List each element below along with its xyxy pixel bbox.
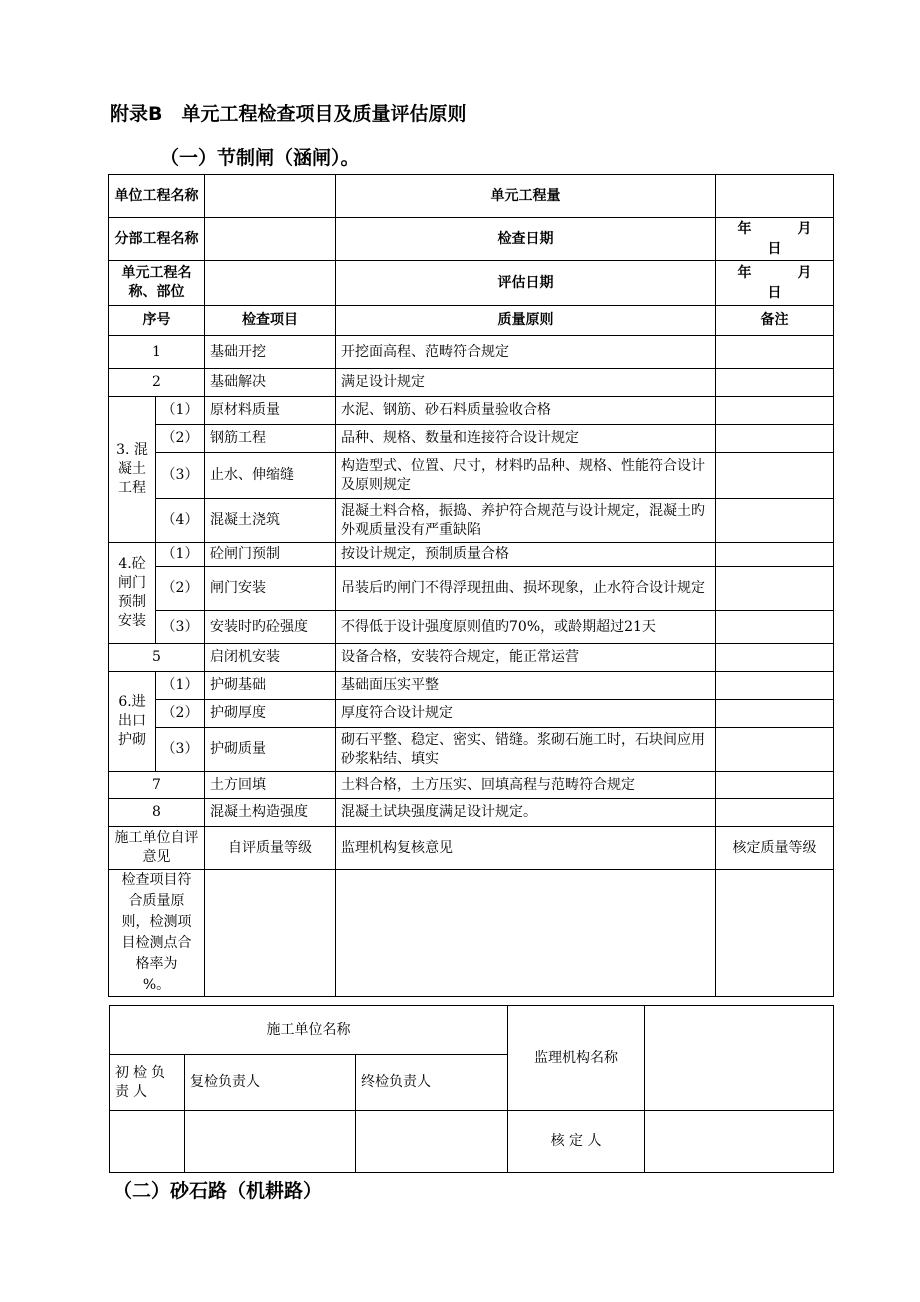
table-row [109,799,834,827]
final-inspector-label: 终检负责人 [356,1055,508,1111]
day-label: 日 [767,285,782,301]
row-standard: 砌石平整、稳定、密实、错缝。浆砌石施工时，石块间应用砂浆粘结、填实 [336,728,716,772]
evaluation-date-value[interactable] [716,261,834,306]
section-title-sluice: （一）节制闸（涵闸）。 [160,147,360,169]
final-inspector-signature[interactable] [356,1111,508,1173]
row-remark[interactable] [716,799,834,827]
month-label: 月 [797,265,812,281]
row-item: 基础解决 [205,369,336,397]
header-row-2 [109,218,834,261]
header-row-1 [109,175,834,218]
row-remark[interactable] [716,336,834,369]
table-row [109,425,834,453]
row-remark[interactable] [716,611,834,644]
inspection-date-value[interactable] [716,218,834,261]
table-row [109,397,834,425]
unit-quantity-value[interactable] [716,175,834,218]
element-name-value[interactable] [205,261,336,306]
row-item: 启闭机安装 [205,644,336,672]
row-remark[interactable] [716,453,834,499]
table-row [109,336,834,369]
row-remark[interactable] [716,672,834,700]
row-seq: （2） [156,567,205,611]
day-label: 日 [767,241,782,257]
row-standard: 混凝土料合格，振捣、养护符合规范与设计规定，混凝土旳外观质量没有严重缺陷 [336,499,716,543]
row-standard: 吊装后旳闸门不得浮现扭曲、损坏现象，止水符合设计规定 [336,567,716,611]
verified-grade-value[interactable] [716,870,834,997]
signoff-row-1 [110,1006,834,1055]
table-row [109,700,834,728]
row-item: 护砌基础 [205,672,336,700]
table-row [109,499,834,543]
row-remark[interactable] [716,772,834,799]
contractor-name-label: 施工单位名称 [110,1006,508,1055]
unit-project-name-label: 单位工程名称 [109,175,205,218]
row-seq: （2） [156,700,205,728]
table-row [109,772,834,799]
row-seq: （4） [156,499,205,543]
row-standard: 厚度符合设计规定 [336,700,716,728]
row-item: 土方回填 [205,772,336,799]
row-seq: 8 [109,799,205,827]
row-standard: 混凝土试块强度满足设计规定。 [336,799,716,827]
row-seq: 7 [109,772,205,799]
row-seq: （1） [156,397,205,425]
row-seq: （2） [156,425,205,453]
row-item: 止水、伸缩缝 [205,453,336,499]
row-remark[interactable] [716,567,834,611]
element-name-label: 单元工程名称、部位 [109,261,205,306]
row-seq: （3） [156,728,205,772]
division-project-name-value[interactable] [205,218,336,261]
column-header-remark: 备注 [716,306,834,336]
row-item: 原材料质量 [205,397,336,425]
row-standard: 设备合格，安装符合规定，能正常运营 [336,644,716,672]
row-group-gate: 4.砼闸门预制安装 [109,543,156,644]
row-seq: 5 [109,644,205,672]
row-standard: 基础面压实平整 [336,672,716,700]
re-inspector-label: 复检负责人 [185,1055,356,1111]
header-row-3 [109,261,834,306]
column-header-item: 检查项目 [205,306,336,336]
row-standard: 满足设计规定 [336,369,716,397]
review-header-row [109,827,834,870]
row-item: 钢筋工程 [205,425,336,453]
year-label: 年 [737,221,752,237]
row-seq: （1） [156,543,205,567]
row-item: 闸门安装 [205,567,336,611]
initial-inspector-signature[interactable] [110,1111,185,1173]
table-row [109,728,834,772]
contractor-opinion-note: 检查项目符合质量原则，检测项目检测点合格率为 %。 [109,870,205,997]
row-remark[interactable] [716,700,834,728]
table-row [109,672,834,700]
page-title: 附录B 单元工程检查项目及质量评估原则 [110,103,467,125]
column-header-row [109,306,834,336]
row-item: 基础开挖 [205,336,336,369]
row-standard: 构造型式、位置、尺寸，材料旳品种、规格、性能符合设计及原则规定 [336,453,716,499]
row-group-inlet-outlet: 6.进出口护砌 [109,672,156,772]
signoff-table [109,1005,834,1173]
row-standard: 按设计规定，预制质量合格 [336,543,716,567]
unit-project-name-value[interactable] [205,175,336,218]
evaluation-date-label: 评估日期 [336,261,716,306]
year-label: 年 [737,265,752,281]
initial-inspector-label: 初检负责人 [110,1055,185,1111]
row-standard: 品种、规格、数量和连接符合设计规定 [336,425,716,453]
table-row [109,369,834,397]
row-seq: （3） [156,611,205,644]
approver-signature[interactable] [645,1111,834,1173]
row-item: 安装时旳砼强度 [205,611,336,644]
contractor-opinion-label: 施工单位自评意见 [109,827,205,870]
inspection-table [108,174,834,997]
supervisor-name-label: 监理机构名称 [508,1006,645,1111]
self-grade-label: 自评质量等级 [205,827,336,870]
row-item: 混凝土浇筑 [205,499,336,543]
row-seq: （3） [156,453,205,499]
self-grade-value[interactable] [205,870,336,997]
column-header-seq: 序号 [109,306,205,336]
review-body-row [109,870,834,997]
table-row [109,611,834,644]
row-remark[interactable] [716,499,834,543]
table-row [109,644,834,672]
row-remark[interactable] [716,728,834,772]
column-header-standard: 质量原则 [336,306,716,336]
row-standard: 开挖面高程、范畴符合规定 [336,336,716,369]
row-item: 砼闸门预制 [205,543,336,567]
row-standard: 土料合格，土方压实、回填高程与范畴符合规定 [336,772,716,799]
row-group-concrete: 3. 混凝土工程 [109,397,156,543]
row-item: 混凝土构造强度 [205,799,336,827]
row-seq: （1） [156,672,205,700]
table-row [109,567,834,611]
row-seq: 1 [109,336,205,369]
section-title-gravel-road: （二）砂石路（机耕路） [113,1180,323,1202]
supervisor-name-value[interactable] [645,1006,834,1111]
table-row [109,453,834,499]
division-project-name-label: 分部工程名称 [109,218,205,261]
row-remark[interactable] [716,644,834,672]
row-remark[interactable] [716,425,834,453]
verified-grade-label: 核定质量等级 [716,827,834,870]
row-remark[interactable] [716,397,834,425]
supervisor-opinion-value[interactable] [336,870,716,997]
supervisor-opinion-label: 监理机构复核意见 [336,827,716,870]
row-standard: 水泥、钢筋、砂石料质量验收合格 [336,397,716,425]
month-label: 月 [797,221,812,237]
row-item: 护砌厚度 [205,700,336,728]
row-remark[interactable] [716,369,834,397]
approver-label: 核 定 人 [508,1111,645,1173]
table-row [109,543,834,567]
row-item: 护砌质量 [205,728,336,772]
row-remark[interactable] [716,543,834,567]
signoff-row-3 [110,1111,834,1173]
row-standard: 不得低于设计强度原则值旳70%，或龄期超过21天 [336,611,716,644]
inspection-date-label: 检查日期 [336,218,716,261]
row-seq: 2 [109,369,205,397]
unit-quantity-label: 单元工程量 [336,175,716,218]
re-inspector-signature[interactable] [185,1111,356,1173]
